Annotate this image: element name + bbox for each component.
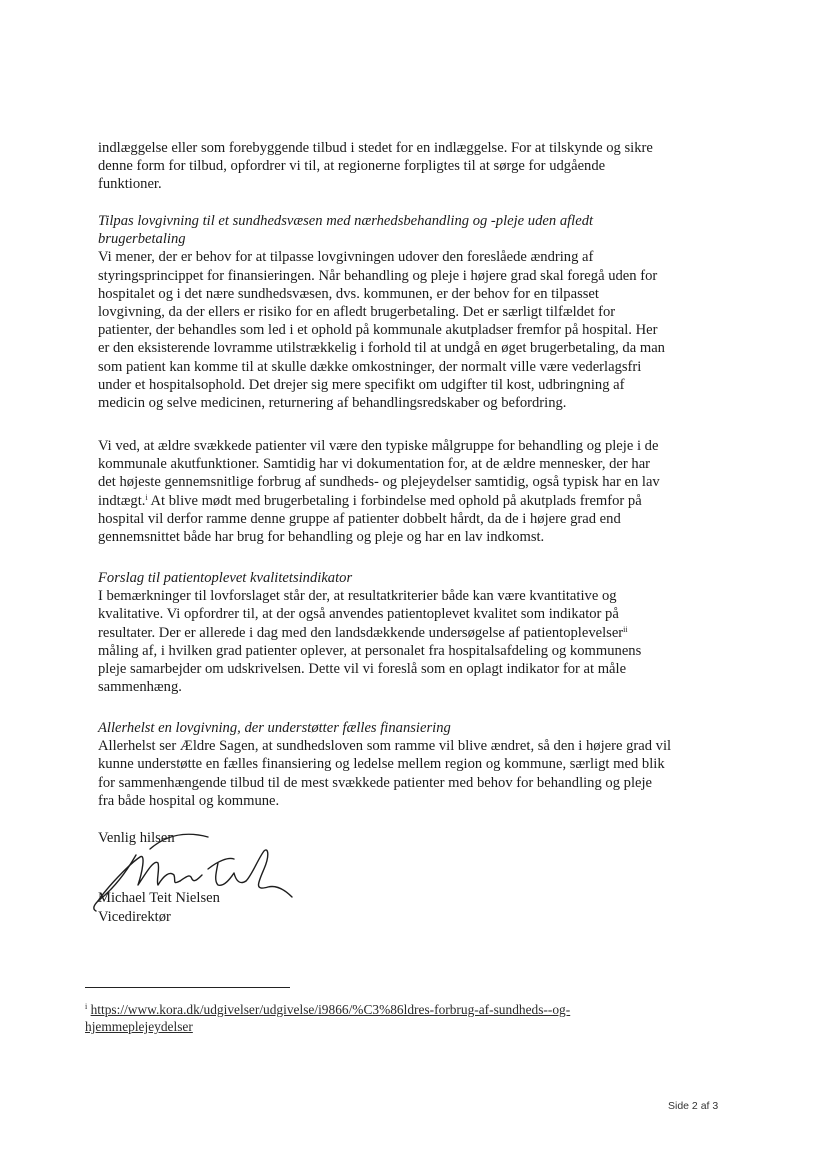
footnote-reference[interactable]: i <box>145 492 148 502</box>
signer-title: Vicedirektør <box>98 909 171 925</box>
ref-line-start: indtægt. <box>98 492 146 509</box>
greeting: Venlig hilsen <box>98 830 175 846</box>
footnote-reference[interactable]: ii <box>623 624 628 634</box>
body-line-with-reference <box>98 492 738 510</box>
body-line: pleje samarbejder om udskrivelsen. Dette vil vi foreslå som en oplagt indikator for at måle <box>98 661 627 678</box>
body-line: I bemærkninger til lovforslaget står der, at resultatkriterier både kan være kvantitative og <box>98 588 617 605</box>
body-line: er den eksisterende lovramme utilstrækkelig i forhold til at undgå en øget brugerbetaling, da man <box>98 340 665 357</box>
intro-line: indlæggelse eller som forebyggende tilbud i stedet for en indlæggelse. For at tilskynde og sikre <box>98 140 653 156</box>
body-line: sammenhæng. <box>98 679 182 696</box>
signer-name: Michael Teit Nielsen <box>98 890 220 906</box>
body-line: for sammenhængende tilbud til de mest svækkede patienter med behov for behandling og pleje <box>98 774 653 791</box>
body-line: Vi mener, der er behov for at tilpasse lovgivningen udover den foreslåede ændring af <box>98 249 594 266</box>
body-line: det højeste gennemsnitlige forbrug af sundheds- og plejeydelser samtidig, også typisk har en lav <box>98 474 660 491</box>
body-line-with-reference <box>98 624 738 642</box>
body-line: lovgivning, da der ellers er risiko for en afledt brugerbetaling. Det er særligt tilfældet for <box>98 304 616 321</box>
ref-line-end: At blive mødt med brugerbetaling i forbindelse med ophold på akutplads fremfor på <box>147 492 642 509</box>
signoff-block <box>98 829 398 929</box>
body-line: måling af, i hvilken grad patienter oplever, at personalet fra hospitalsafdeling og kommunens <box>98 642 642 659</box>
section-heading: brugerbetaling <box>98 231 186 248</box>
body-line: hospitalet og i det nære sundhedsvæsen, dvs. kommunen, er der behov for en tilpasset <box>98 285 599 302</box>
body-line: som patient kan komme til at skulle dække omkostninger, der normalt ville være vederlagsfri <box>98 358 642 375</box>
body-line: hospital vil derfor ramme denne gruppe af patienter dobbelt hårdt, da de i højere grad end <box>98 510 621 527</box>
section-brugerbetaling <box>98 212 738 412</box>
body-line: kunne understøtte en fælles finansiering og ledelse mellem region og kommune, særligt med blik <box>98 756 665 773</box>
section-heading: Forslag til patientoplevet kvalitetsindikator <box>98 570 353 586</box>
body-line: patienter, der behandles som led i et ophold på kommunale akutpladser fremfor på hospital. Her <box>98 322 658 339</box>
paragraph-target-group <box>98 437 738 546</box>
footnote-marker: i <box>85 1002 88 1011</box>
body-line: gennemsnittet både har brug for behandling og pleje og har en lav indkomst. <box>98 529 545 546</box>
intro-line: funktioner. <box>98 176 162 193</box>
body-line: fra både hospital og kommune. <box>98 792 280 809</box>
footnote-divider <box>85 987 290 988</box>
section-quality-indicator <box>98 569 738 696</box>
body-line: kommunale akutfunktioner. Samtidig har vi dokumentation for, at de ældre mennesker, der har <box>98 456 651 473</box>
body-line: styringsprincippet for finansieringen. Når behandling og pleje i højere grad skal foregå uden for <box>98 267 658 284</box>
body-line: kvalitative. Vi opfordrer til, at der også anvendes patientoplevet kvalitet som indikator på <box>98 606 619 623</box>
footnote-link-continued[interactable]: hjemmeplejeydelser <box>85 1019 193 1034</box>
footnote <box>85 1001 725 1035</box>
body-line: under et hospitalsophold. Det drejer sig mere specifikt om udgifter til kost, udbringning af <box>98 376 625 393</box>
section-shared-financing <box>98 719 738 810</box>
footnote-link[interactable]: https://www.kora.dk/udgivelser/udgivelse/i9866/%C3%86ldres-forbrug-af-sundheds--og- <box>90 1002 571 1017</box>
ref-line-start: resultater. Der er allerede i dag med den landsdækkende undersøgelse af patientoplevelser <box>98 624 624 641</box>
page-number: Side 2 af 3 <box>668 1100 719 1112</box>
body-line: Allerhelst ser Ældre Sagen, at sundhedsloven som ramme vil blive ændret, så den i højere grad vil <box>98 738 672 755</box>
body-line: Vi ved, at ældre svækkede patienter vil være den typiske målgruppe for behandling og pleje i de <box>98 438 659 454</box>
body-line: medicin og selve medicinen, returnering af behandlingsredskaber og befordring. <box>98 395 567 412</box>
section-heading: Allerhelst en lovgivning, der understøtter fælles finansiering <box>98 720 451 736</box>
intro-line: denne form for tilbud, opfordrer vi til, at regionerne forpligtes til at sørge for udgående <box>98 158 606 175</box>
section-heading: Tilpas lovgivning til et sundhedsvæsen med nærhedsbehandling og -pleje uden afledt <box>98 213 594 229</box>
intro-paragraph <box>98 139 738 194</box>
